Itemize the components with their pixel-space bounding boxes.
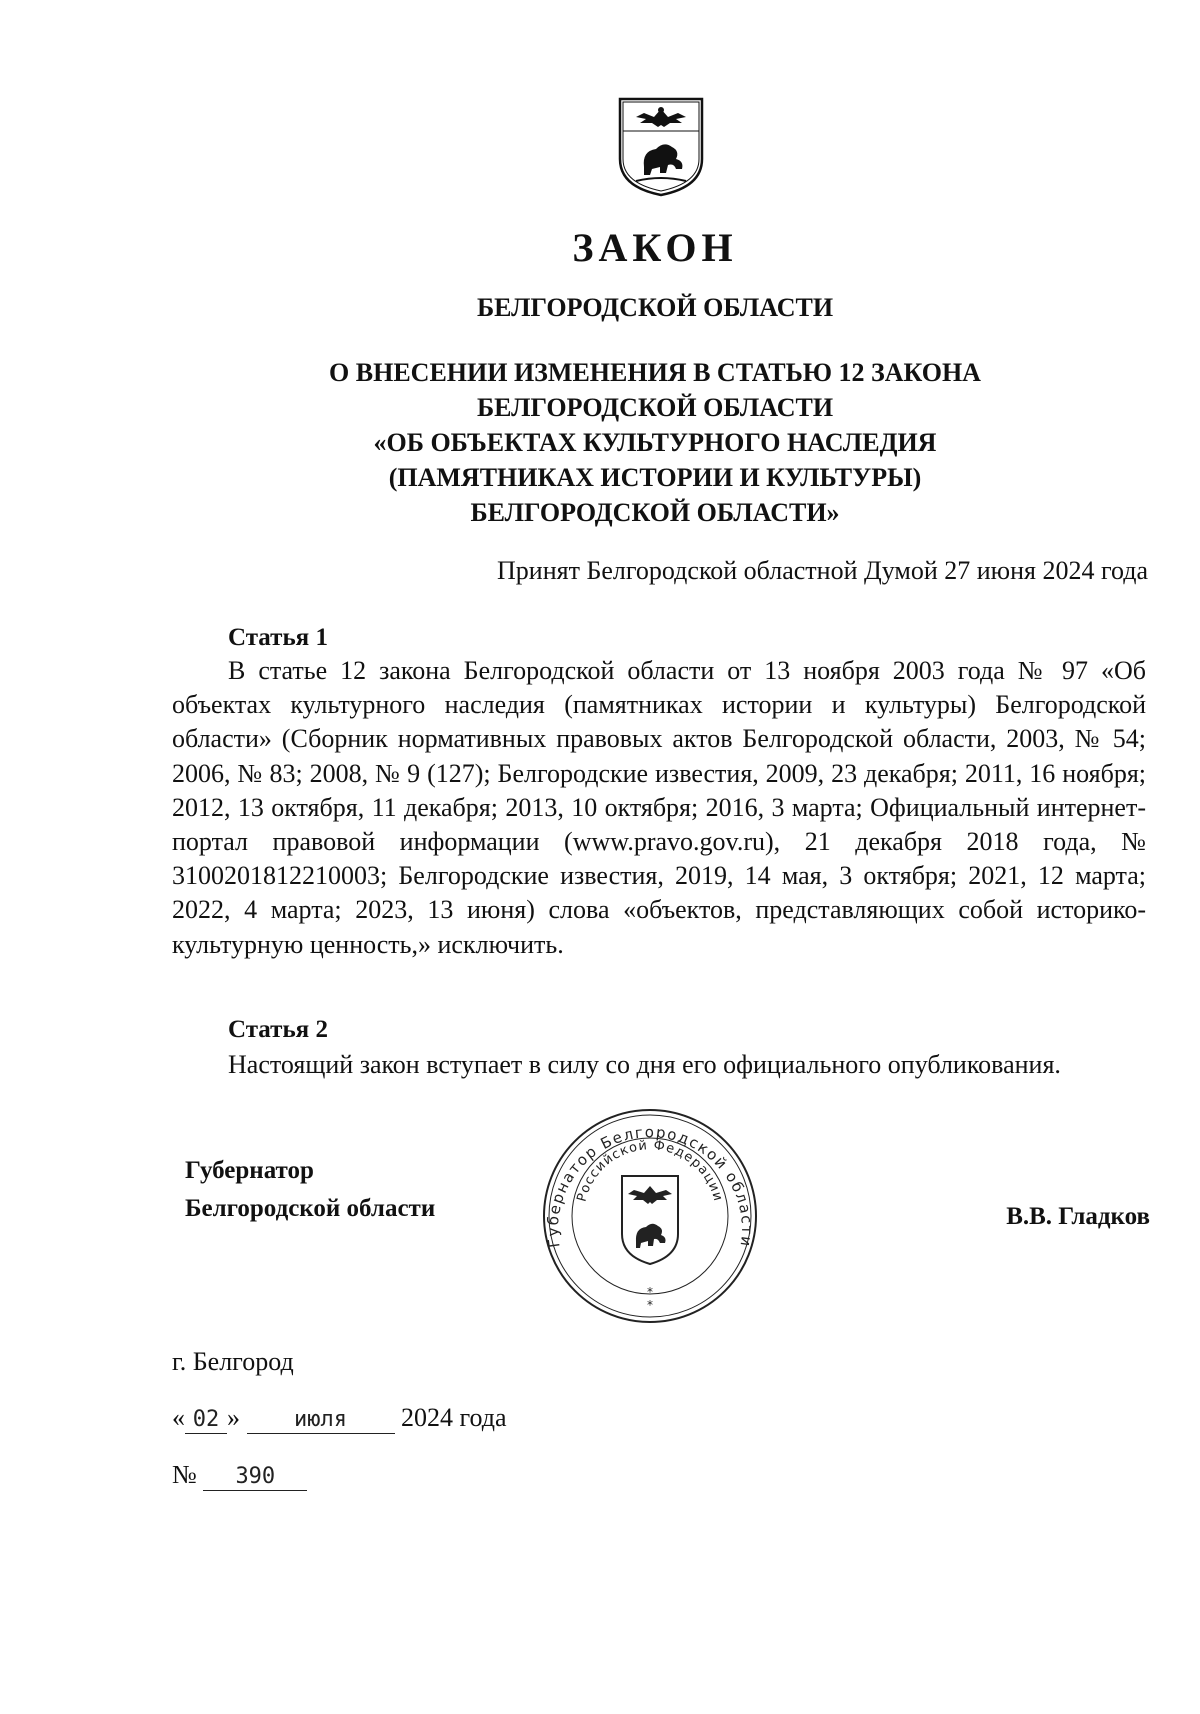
adoption-note: Принят Белгородской областной Думой 27 июня 2024 года (497, 556, 1148, 585)
article-1-title: Статья 1 (228, 624, 328, 651)
article-2-text: Настоящий закон вступает в силу со дня его официального опубликования. (228, 1050, 1061, 1079)
signatory-title-line: Белгородской области (185, 1195, 436, 1222)
date-month: июля (247, 1407, 395, 1434)
heading-line: БЕЛГОРОДСКОЙ ОБЛАСТИ» (470, 498, 840, 527)
svg-text:*: * (647, 1298, 653, 1312)
date-close-quote: » (227, 1403, 240, 1432)
svg-text:*: * (647, 1285, 653, 1299)
signatory-name: В.В. Гладков (1006, 1203, 1150, 1230)
date-day: 02 (185, 1407, 227, 1434)
article-2-title: Статья 2 (228, 1016, 328, 1043)
signatory-title-line: Губернатор (185, 1157, 314, 1184)
date-year: 2024 года (401, 1403, 507, 1432)
date-open-quote: « (172, 1403, 185, 1432)
document-region: БЕЛГОРОДСКОЙ ОБЛАСТИ (476, 293, 834, 322)
heading-line: БЕЛГОРОДСКОЙ ОБЛАСТИ (476, 393, 834, 422)
document-heading (160, 355, 1150, 530)
place-of-signing: г. Белгород (172, 1347, 294, 1376)
seal-inner-text: Российской Федерации (574, 1138, 726, 1204)
signatory-title (185, 1152, 435, 1228)
heading-line: О ВНЕСЕНИИ ИЗМЕНЕНИЯ В СТАТЬЮ 12 ЗАКОНА (329, 358, 981, 387)
signing-date (172, 1403, 507, 1434)
heading-line: «ОБ ОБЪЕКТАХ КУЛЬТУРНОГО НАСЛЕДИЯ (373, 428, 937, 457)
coat-of-arms-icon (614, 95, 708, 199)
heading-line: (ПАМЯТНИКАХ ИСТОРИИ И КУЛЬТУРЫ) (388, 463, 922, 492)
article-1-text: В статье 12 закона Белгородской области от 13 ноября 2003 года № 97 «Об объектах культурного наследия (памятниках истории и культуры) Белгородской области» (Сборник нормативных правовых актов Белгородской области, 2003, № 54; 2006, № 83; 2008, № 9 (127); Белгородские известия, 2009, 23 декабря; 2011, 16 ноября; 2012, 13 октября, 11 декабря; 2013, 10 октября; 2016, 3 марта; Официальный интернет-портал правовой информации (www.pravo.gov.ru), 21 декабря 2018 года, № 3100201812210003; Белгородские известия, 2019, 14 мая, 3 октября; 2021, 12 марта; 2022, 4 марта; 2023, 13 июня) слова «объектов, представляющих собой историко-культурную ценность,» исключить. (172, 656, 1146, 959)
number-sign: № (172, 1460, 197, 1489)
official-seal-icon (540, 1106, 760, 1326)
seal-outer-text: Губернатор Белгородской области (543, 1123, 757, 1249)
number-value: 390 (203, 1464, 307, 1491)
document-title: ЗАКОН (572, 225, 738, 270)
law-number (172, 1460, 307, 1491)
